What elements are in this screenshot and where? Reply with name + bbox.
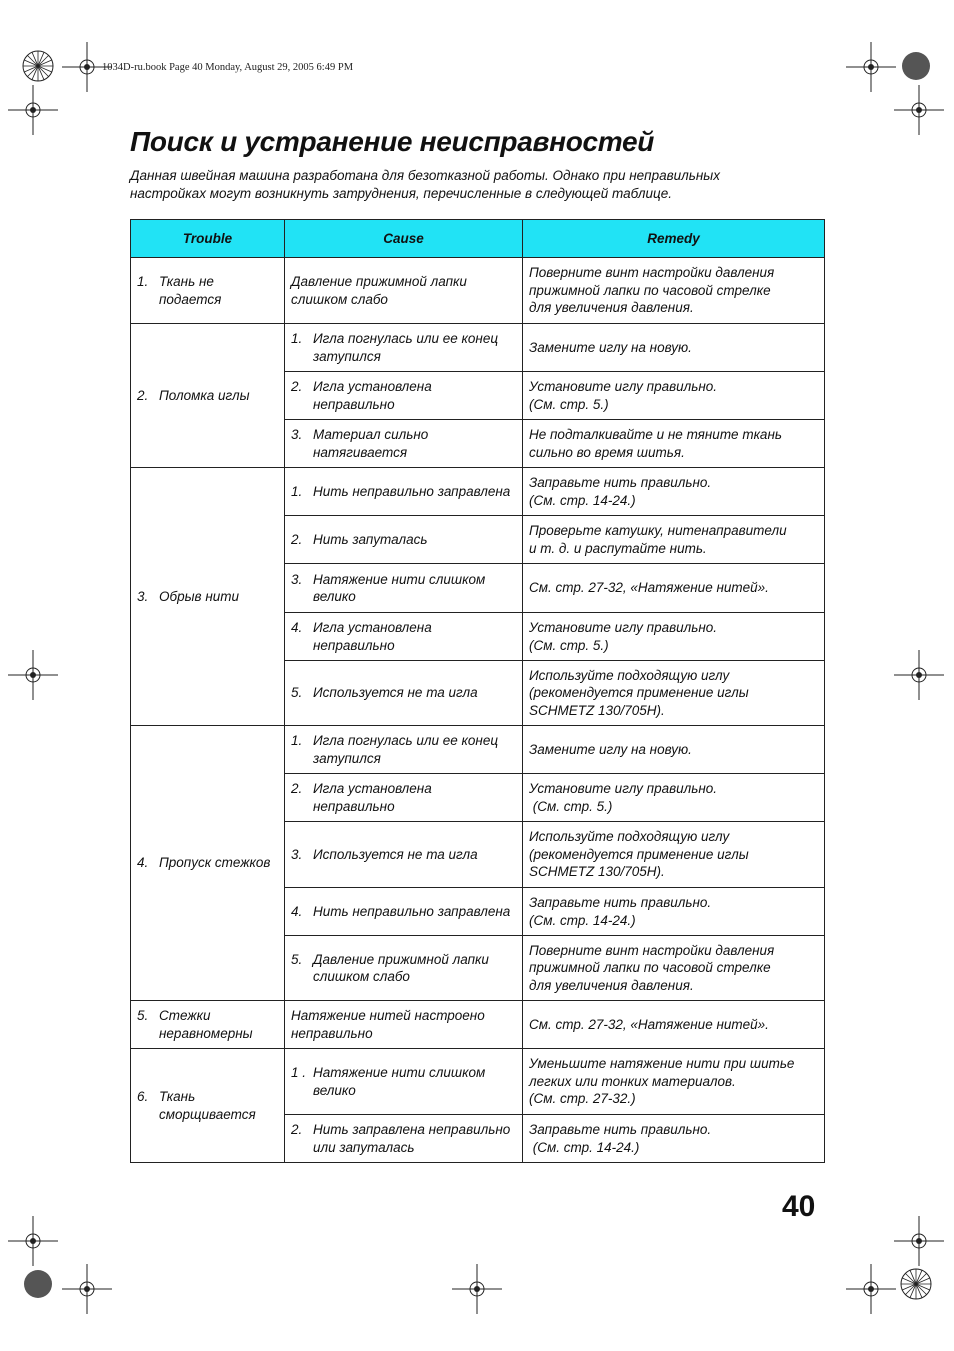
page-title: Поиск и устранение неисправностей	[130, 126, 655, 157]
crosshair-icon	[894, 650, 944, 700]
remedy-cell	[523, 258, 825, 324]
remedy-cell	[523, 564, 825, 613]
remedy-line: для увеличения давления.	[529, 977, 694, 993]
remedy-cell	[523, 1001, 825, 1049]
remedy-cell	[523, 468, 825, 516]
crosshair-icon	[846, 1264, 896, 1314]
remedy-line: Используйте подходящую иглу	[529, 829, 730, 845]
remedy-line: (рекомендуется применение иглы	[529, 685, 749, 701]
cause-number: 1.	[291, 483, 303, 499]
cause-text: Давление прижимной лапки слишком слабо	[313, 951, 489, 984]
cause-cell	[285, 516, 523, 564]
trouble-cell	[131, 1001, 285, 1049]
registration-mark-icon	[18, 46, 58, 86]
crosshair-icon	[62, 42, 112, 92]
cause-number: 3.	[291, 571, 303, 587]
cause-text: Игла погнулась или ее конец затупился	[313, 733, 499, 766]
trouble-cell	[131, 468, 285, 726]
cause-number: 4.	[291, 903, 303, 919]
remedy-line: (См. стр. 27-32.)	[529, 1091, 636, 1107]
table-row	[131, 726, 825, 774]
remedy-line: (См. стр. 14-24.)	[529, 1139, 640, 1155]
remedy-cell	[523, 888, 825, 936]
cause-text: Используется не та игла	[313, 685, 478, 701]
cause-cell	[285, 564, 523, 613]
crosshair-icon	[8, 650, 58, 700]
remedy-line: SCHMETZ 130/705H).	[529, 702, 665, 718]
trouble-cell	[131, 726, 285, 1001]
registration-dot-icon	[22, 1268, 54, 1300]
crosshair-icon	[8, 1216, 58, 1266]
cause-text: Натяжение нити слишком велико	[313, 571, 486, 604]
trouble-number: 3.	[137, 588, 149, 604]
table-row	[131, 468, 825, 516]
intro-line: настройках могут возникнуть затруднения, перечисленные в следующей таблице.	[130, 185, 673, 201]
cause-text: Игла установлена неправильно	[313, 620, 432, 653]
cause-cell	[285, 1001, 523, 1049]
cause-number: 2.	[291, 379, 303, 394]
remedy-line: (См. стр. 5.)	[529, 637, 609, 653]
remedy-line: Заправьте нить правильно.	[529, 895, 712, 910]
remedy-cell	[523, 1049, 825, 1115]
remedy-line: Поверните винт настройки давления	[529, 265, 775, 281]
crosshair-icon	[846, 42, 896, 92]
remedy-line: и т. д. и распутайте нить.	[529, 540, 707, 556]
cause-text: Игла установлена неправильно	[313, 781, 432, 814]
remedy-line: (См. стр. 14-24.)	[529, 912, 636, 928]
remedy-line: Уменьшите натяжение нити при шитье	[529, 1056, 795, 1072]
remedy-line: легких или тонких материалов.	[529, 1073, 736, 1089]
remedy-line: (См. стр. 14-24.)	[529, 492, 636, 508]
remedy-line: Используйте подходящую иглу	[529, 667, 730, 683]
cause-cell	[285, 613, 523, 661]
cause-text: Материал сильно натягивается	[313, 427, 429, 460]
registration-mark-icon	[896, 1264, 936, 1304]
cause-number: 3.	[291, 846, 303, 862]
remedy-line: Установите иглу правильно.	[529, 620, 718, 635]
remedy-line: Замените иглу на новую.	[529, 339, 692, 355]
cause-text: Натяжение нитей настроено неправильно	[291, 1008, 485, 1041]
remedy-cell	[523, 1115, 825, 1163]
remedy-line: сильно во время шитья.	[529, 444, 685, 460]
cause-text: Нить неправильно заправлена	[313, 483, 511, 499]
remedy-cell	[523, 936, 825, 1001]
cause-number: 2.	[291, 531, 303, 547]
remedy-line: (См. стр. 5.)	[529, 396, 609, 412]
trouble-text: Ткань не подается	[159, 274, 222, 307]
cause-cell	[285, 420, 523, 468]
remedy-line: Заправьте нить правильно.	[529, 1122, 712, 1137]
cause-cell	[285, 468, 523, 516]
cause-text: Давление прижимной лапки слишком слабо	[291, 274, 467, 307]
trouble-text: Обрыв нити	[159, 588, 240, 604]
trouble-number: 2.	[137, 387, 149, 403]
cause-text: Игла погнулась или ее конец затупился	[313, 331, 499, 364]
trouble-text: Ткань сморщивается	[159, 1089, 256, 1122]
cause-text: Игла установлена неправильно	[313, 379, 432, 412]
remedy-line: прижимной лапки по часовой стрелке	[529, 960, 771, 976]
trouble-number: 5.	[137, 1008, 149, 1023]
cause-cell	[285, 1049, 523, 1115]
crosshair-icon	[894, 1216, 944, 1266]
cause-text: Нить запуталась	[313, 531, 428, 547]
book-header-line: 1034D-ru.book Page 40 Monday, August 29, 2005 6:49 PM	[102, 62, 354, 73]
trouble-number: 6.	[137, 1089, 149, 1104]
table-row	[131, 1001, 825, 1049]
remedy-cell	[523, 372, 825, 420]
trouble-cell	[131, 1049, 285, 1163]
cause-cell	[285, 822, 523, 888]
remedy-line: См. стр. 27-32, «Натяжение нитей».	[529, 1016, 769, 1032]
cause-cell	[285, 258, 523, 324]
cause-number: 4.	[291, 620, 303, 635]
crosshair-icon	[62, 1264, 112, 1314]
registration-dot-icon	[900, 50, 932, 82]
trouble-cell	[131, 324, 285, 468]
remedy-line: для увеличения давления.	[529, 300, 694, 316]
table-header-row	[131, 220, 825, 258]
cause-text: Нить заправлена неправильно или запуталась	[313, 1122, 511, 1155]
table-row	[131, 1049, 825, 1115]
intro-paragraph	[130, 167, 820, 202]
crosshair-icon	[8, 85, 58, 135]
remedy-line: Не подталкивайте и не тяните ткань	[529, 427, 782, 442]
table-row	[131, 324, 825, 372]
remedy-line: Поверните винт настройки давления	[529, 942, 775, 958]
troubleshooting-table	[130, 219, 825, 1163]
remedy-cell	[523, 774, 825, 822]
remedy-line: Проверьте катушку, нитенаправители	[529, 523, 787, 538]
remedy-cell	[523, 661, 825, 726]
cause-cell	[285, 936, 523, 1001]
remedy-line: прижимной лапки по часовой стрелке	[529, 282, 771, 298]
cause-number: 3.	[291, 427, 303, 442]
remedy-line: Установите иглу правильно.	[529, 781, 718, 796]
table-row	[131, 258, 825, 324]
remedy-line: Замените иглу на новую.	[529, 741, 692, 757]
cause-cell	[285, 888, 523, 936]
trouble-text: Пропуск стежков	[159, 855, 271, 871]
remedy-line: SCHMETZ 130/705H).	[529, 864, 665, 880]
cause-number: 1 .	[291, 1065, 307, 1080]
remedy-line: (См. стр. 5.)	[529, 798, 613, 814]
remedy-cell	[523, 613, 825, 661]
cause-cell	[285, 1115, 523, 1163]
cause-cell	[285, 372, 523, 420]
remedy-cell	[523, 726, 825, 774]
cause-number: 1.	[291, 331, 303, 346]
crosshair-icon	[894, 85, 944, 135]
remedy-line: Заправьте нить правильно.	[529, 475, 712, 490]
page-number: 40	[782, 1190, 816, 1223]
cause-cell	[285, 774, 523, 822]
intro-line: Данная швейная машина разработана для безотказной работы. Однако при неправильных	[130, 168, 720, 183]
table-body	[131, 258, 825, 1163]
trouble-text: Стежки неравномерны	[159, 1008, 253, 1041]
crosshair-icon	[452, 1264, 502, 1314]
trouble-number: 4.	[137, 855, 149, 871]
cause-number: 5.	[291, 685, 303, 701]
cause-number: 2.	[291, 781, 303, 796]
cause-cell	[285, 324, 523, 372]
remedy-line: Установите иглу правильно.	[529, 379, 718, 394]
trouble-cell	[131, 258, 285, 324]
remedy-cell	[523, 822, 825, 888]
cause-cell	[285, 726, 523, 774]
remedy-cell	[523, 420, 825, 468]
cause-text: Нить неправильно заправлена	[313, 903, 511, 919]
header-trouble: Trouble	[131, 220, 285, 258]
cause-cell	[285, 661, 523, 726]
cause-number: 5.	[291, 951, 303, 967]
cause-text: Используется не та игла	[313, 846, 478, 862]
cause-number: 2.	[291, 1122, 303, 1137]
trouble-text: Поломка иглы	[159, 387, 250, 403]
remedy-cell	[523, 324, 825, 372]
cause-number: 1.	[291, 733, 303, 748]
remedy-cell	[523, 516, 825, 564]
remedy-line: См. стр. 27-32, «Натяжение нитей».	[529, 580, 769, 596]
cause-text: Натяжение нити слишком велико	[313, 1065, 486, 1098]
trouble-number: 1.	[137, 274, 149, 289]
header-remedy: Remedy	[523, 220, 825, 258]
remedy-line: (рекомендуется применение иглы	[529, 846, 749, 862]
header-cause: Cause	[285, 220, 523, 258]
